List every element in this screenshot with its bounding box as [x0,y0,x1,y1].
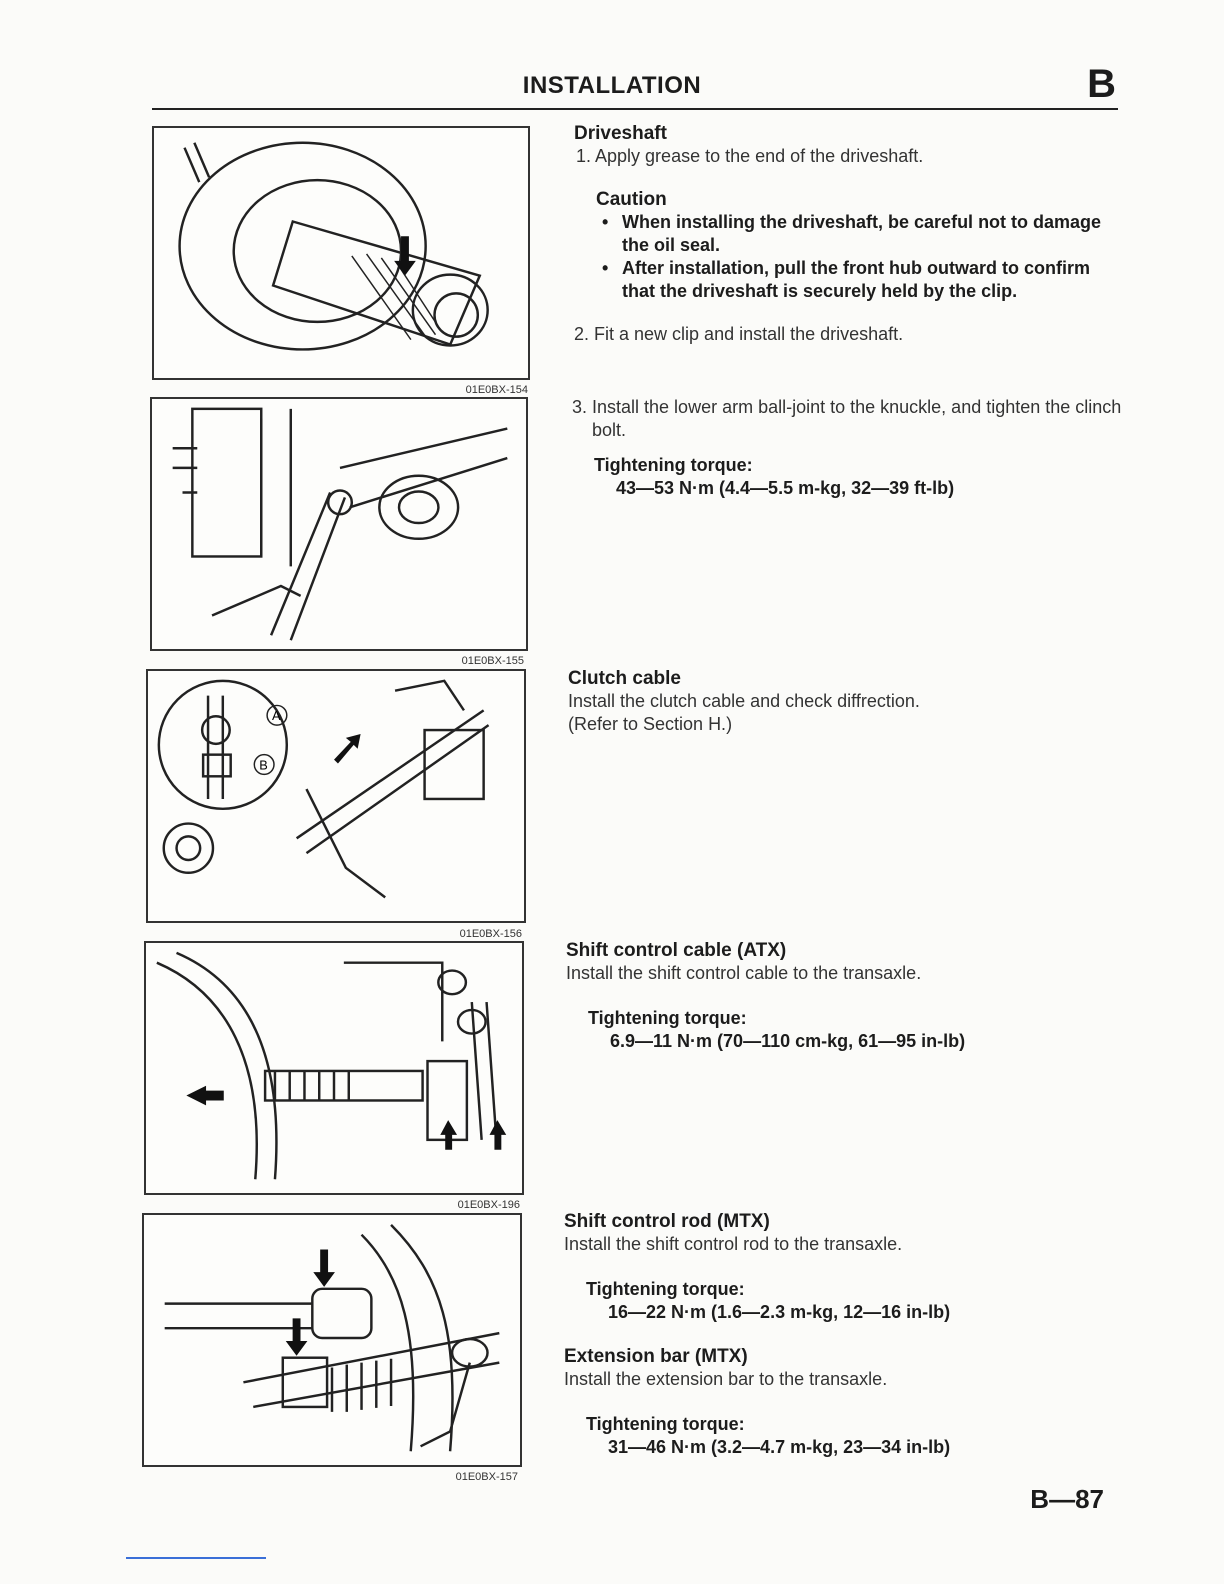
figure-code: 01E0BX-155 [461,655,524,667]
clutch-cable-section [568,667,1124,736]
torque-label: Tightening torque: [586,1279,745,1299]
arrow-down-icon [313,1249,335,1286]
arrow-left-icon [186,1086,223,1106]
caution-item: • After installation, pull the front hub outward to confirm that the driveshaft is securely held by the clip. [602,258,1090,301]
page-title: INSTALLATION [522,72,702,99]
driveshaft-step-3: 3. Install the lower arm ball-joint to the knuckle, and tighten the clinch bolt. [572,397,1122,440]
driveshaft-step-1: 1. Apply grease to the end of the driveshaft. [576,146,924,166]
driveshaft-title: Driveshaft [574,123,667,144]
callout-a: A [272,708,281,724]
torque-value: 43—53 N·m (4.4—5.5 m-kg, 32—39 ft-lb) [616,478,955,498]
extension-bar-title: Extension bar (MTX) [564,1346,748,1367]
clutch-cable-line-1: Install the clutch cable and check diffrection. [568,691,920,711]
torque-value: 16—22 N·m (1.6—2.3 m-kg, 12—16 in-lb) [608,1302,951,1322]
scan-mark [126,1557,266,1559]
figure-shift-rod [142,1213,522,1467]
caution-title: Caution [596,189,667,210]
page-number: B—87 [1030,1484,1104,1514]
bullet-icon: • [602,212,609,232]
figure-clutch-cable [146,669,526,923]
caution-item: • When installing the driveshaft, be careful not to damage the oil seal. [602,212,1102,255]
figure-code: 01E0BX-157 [455,1471,518,1483]
torque-label: Tightening torque: [594,455,753,475]
torque-label: Tightening torque: [586,1414,745,1434]
ball-joint-illustration [152,399,526,649]
shift-rod-line-1: Install the shift control rod to the transaxle. [564,1234,903,1254]
figure-ball-joint [150,397,528,651]
arrow-up-right-icon [334,734,361,764]
shift-rod-section [564,1210,1124,1324]
torque-label: Tightening torque: [588,1008,747,1028]
shift-cable-title: Shift control cable (ATX) [566,940,787,961]
clutch-cable-line-2: (Refer to Section H.) [568,714,733,734]
clutch-cable-illustration [148,671,524,921]
figure-shift-cable [144,941,524,1195]
arrow-up-icon [490,1120,507,1150]
torque-value: 6.9—11 N·m (70—110 cm-kg, 61—95 in-lb) [610,1031,966,1051]
arrow-up-icon [440,1120,457,1150]
arrow-down-icon [286,1318,308,1355]
extension-bar-section [564,1345,1124,1459]
header-rule [152,108,1118,110]
shift-cable-line-1: Install the shift control cable to the transaxle. [566,963,922,983]
figure-code: 01E0BX-156 [459,928,522,940]
driveshaft-step-2: 2. Fit a new clip and install the driveshaft. [574,324,904,344]
callout-b: B [259,757,268,773]
shift-cable-illustration [146,943,522,1193]
driveshaft-illustration [154,128,528,378]
ball-joint-section [572,396,1124,500]
bullet-icon: • [602,258,609,278]
figure-code: 01E0BX-196 [457,1199,520,1211]
shift-rod-illustration [144,1215,520,1465]
clutch-cable-title: Clutch cable [568,668,681,689]
shift-cable-section [566,939,1124,1053]
section-letter: B [1087,62,1116,106]
figure-code: 01E0BX-154 [465,384,528,396]
shift-rod-title: Shift control rod (MTX) [564,1211,770,1232]
extension-bar-line-1: Install the extension bar to the transaxle. [564,1369,888,1389]
figure-driveshaft [152,126,530,380]
driveshaft-section [574,122,1124,346]
torque-value: 31—46 N·m (3.2—4.7 m-kg, 23—34 in-lb) [608,1437,951,1457]
